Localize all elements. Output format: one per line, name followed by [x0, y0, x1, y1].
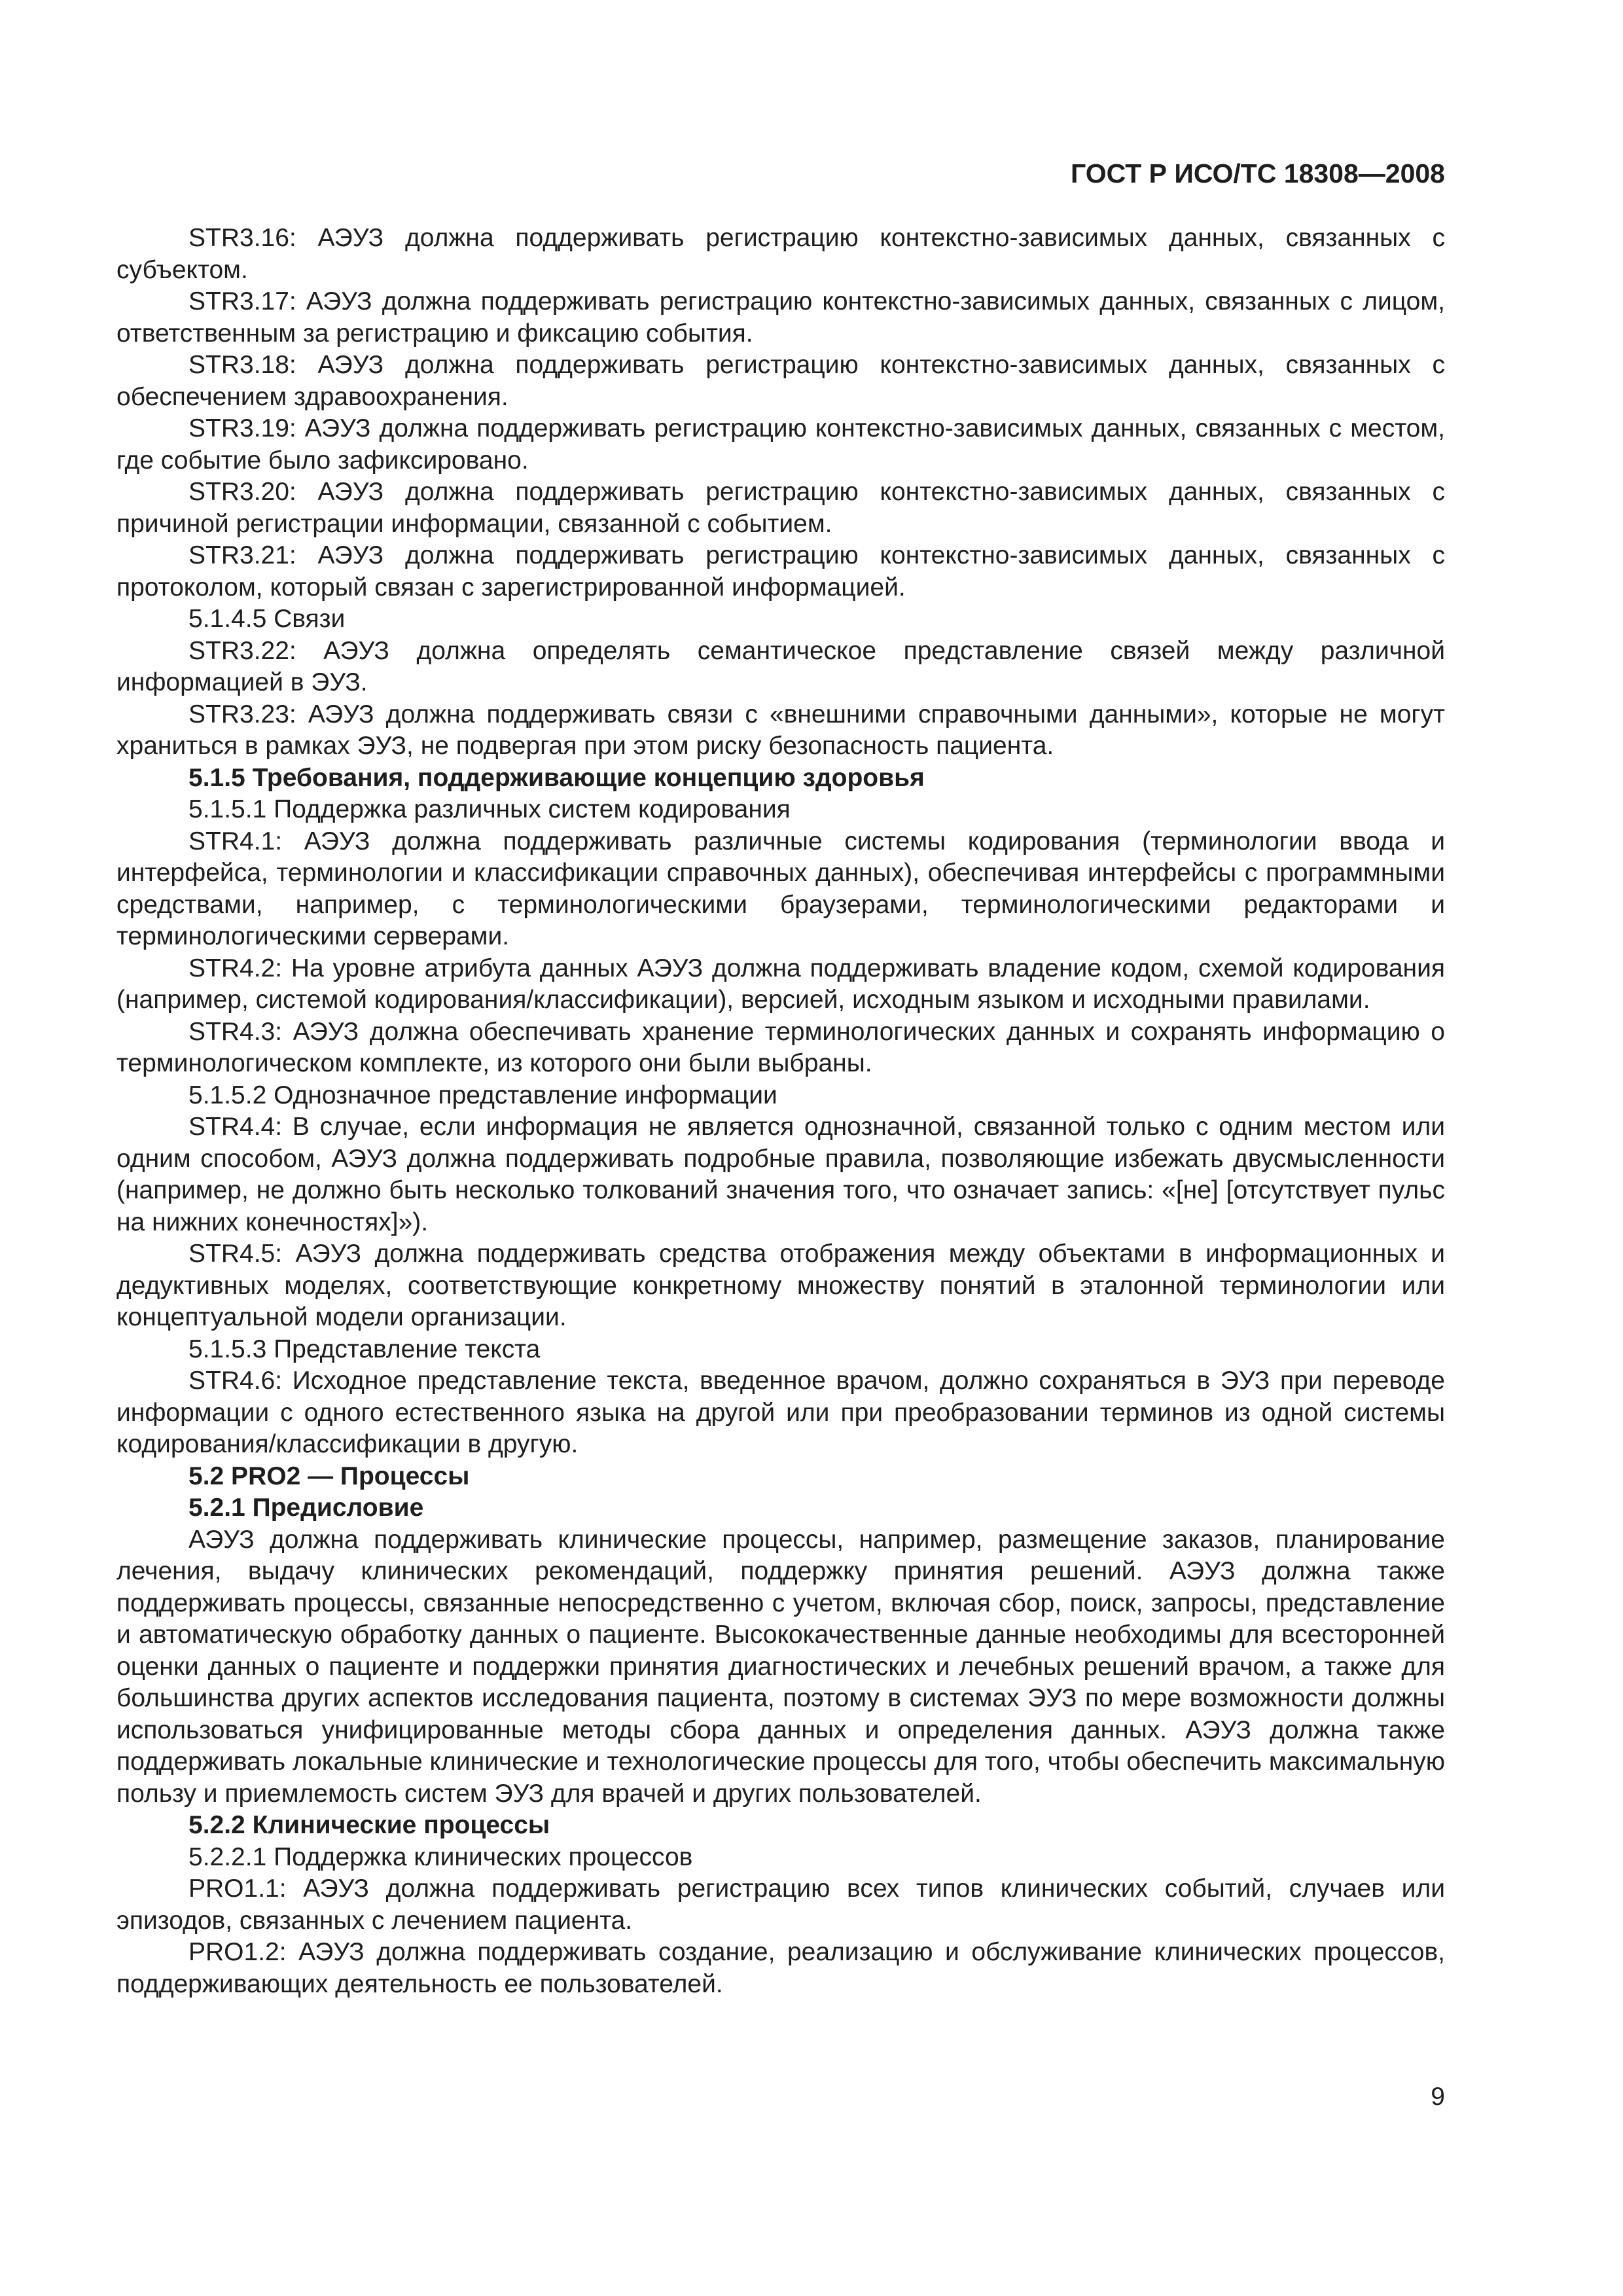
preface-paragraph: АЭУЗ должна поддерживать клинические процессы, например, размещение заказов, планирование лечения, выдачу клинических рекомендаций, поддержку принятия решений. АЭУЗ должна также поддерживать процессы, связанные непосредственно с учетом, включая сбор, поиск, запросы, представление и автоматическую обработку данных о пациенте. Высококачественные данные необходимы для всесторонней оценки данных о пациенте и поддержки принятия диагностических и лечебных решений врачом, а также для большинства других аспектов исследования пациента, поэтому в системах ЭУЗ по мере возможности должны использоваться унифицированные методы сбора данных и определения данных. АЭУЗ должна также поддерживать локальные клинические и технологические процессы для того, чтобы обеспечить максимальную пользу и приемлемость систем ЭУЗ для врачей и других пользователей. [116, 1525, 1445, 1808]
requirement-pro1-1: PRO1.1: АЭУЗ должна поддерживать регистрацию всех типов клинических событий, случаев или эпизодов, связанных с лечением пациента. [116, 1874, 1445, 1935]
subsection-heading-5-1-5-3: 5.1.5.3 Представление текста [188, 1335, 541, 1363]
requirement-str4-4: STR4.4: В случае, если информация не является однозначной, связанной только с одним местом или одним способом, АЭУЗ должна поддерживать подробные правила, позволяющие избежать двусмысленности (например, не должно быть несколько толкований значения того, что означает запись: «[не] [отсутствует пульс на нижних конечностях]»). [116, 1113, 1445, 1236]
requirement-str3-18: STR3.18: АЭУЗ должна поддерживать регистрацию контекстно-зависимых данных, связанных с обеспечением здравоохранения. [116, 351, 1445, 411]
requirement-str4-5: STR4.5: АЭУЗ должна поддерживать средства отображения между объектами в информационных и дедуктивных моделях, соответствующие конкретному множеству понятий в эталонной терминологии или концептуальной модели организации. [116, 1240, 1445, 1331]
requirement-str3-21: STR3.21: АЭУЗ должна поддерживать регистрацию контекстно-зависимых данных, связанных с протоколом, который связан с зарегистрированной информацией. [116, 541, 1445, 601]
requirement-str4-3: STR4.3: АЭУЗ должна обеспечивать хранение терминологических данных и сохранять информацию о терминологическом комплекте, из которого они были выбраны. [116, 1017, 1445, 1077]
requirement-str3-20: STR3.20: АЭУЗ должна поддерживать регистрацию контекстно-зависимых данных, связанных с причиной регистрации информации, связанной с событием. [116, 478, 1445, 538]
requirement-str3-17: STR3.17: АЭУЗ должна поддерживать регистрацию контекстно-зависимых данных, связанных с лицом, ответственным за регистрацию и фиксацию события. [116, 287, 1445, 348]
section-heading-5-2-1: 5.2.1 Предисловие [188, 1494, 424, 1522]
subsection-heading-5-1-4-5: 5.1.4.5 Связи [188, 605, 346, 633]
subsection-heading-5-1-5-1: 5.1.5.1 Поддержка различных систем кодирования [188, 795, 791, 823]
requirement-pro1-2: PRO1.2: АЭУЗ должна поддерживать создание, реализацию и обслуживание клинических процессов, поддерживающих деятельность ее пользователей. [116, 1938, 1445, 1998]
requirement-str3-16: STR3.16: АЭУЗ должна поддерживать регистрацию контекстно-зависимых данных, связанных с субъектом. [116, 224, 1445, 284]
document-body [116, 223, 1445, 2000]
requirement-str3-22: STR3.22: АЭУЗ должна определять семантическое представление связей между различной информацией в ЭУЗ. [116, 636, 1445, 696]
requirement-str3-19: STR3.19: АЭУЗ должна поддерживать регистрацию контекстно-зависимых данных, связанных с местом, где событие было зафиксировано. [116, 414, 1445, 475]
section-heading-5-2: 5.2 PRO2 — Процессы [188, 1462, 470, 1490]
document-code-header: ГОСТ Р ИСО/ТС 18308—2008 [1071, 158, 1445, 188]
subsection-heading-5-2-2-1: 5.2.2.1 Поддержка клинических процессов [188, 1842, 693, 1871]
section-heading-5-2-2: 5.2.2 Клинические процессы [188, 1811, 550, 1839]
requirement-str4-2: STR4.2: На уровне атрибута данных АЭУЗ должна поддерживать владение кодом, схемой кодирования (например, системой кодирования/классификации), версией, исходным языком и исходными правилами. [116, 954, 1445, 1014]
subsection-heading-5-1-5-2: 5.1.5.2 Однозначное представление информации [188, 1081, 777, 1109]
page-number: 9 [1431, 2083, 1445, 2111]
section-heading-5-1-5: 5.1.5 Требования, поддерживающие концепцию здоровья [188, 763, 925, 792]
requirement-str4-1: STR4.1: АЭУЗ должна поддерживать различные системы кодирования (терминологии ввода и интерфейса, терминологии и классификации справочных данных), обеспечивая интерфейсы с программными средствами, например, с терминологическими браузерами, терминологическими редакторами и терминологическими серверами. [116, 827, 1445, 950]
requirement-str4-6: STR4.6: Исходное представление текста, введенное врачом, должно сохраняться в ЭУЗ при переводе информации с одного естественного языка на другой или при преобразовании терминов из одной системы кодирования/классификации в другую. [116, 1367, 1445, 1458]
requirement-str3-23: STR3.23: АЭУЗ должна поддерживать связи с «внешними справочными данными», которые не могут храниться в рамках ЭУЗ, не подвергая при этом риску безопасность пациента. [116, 700, 1445, 760]
